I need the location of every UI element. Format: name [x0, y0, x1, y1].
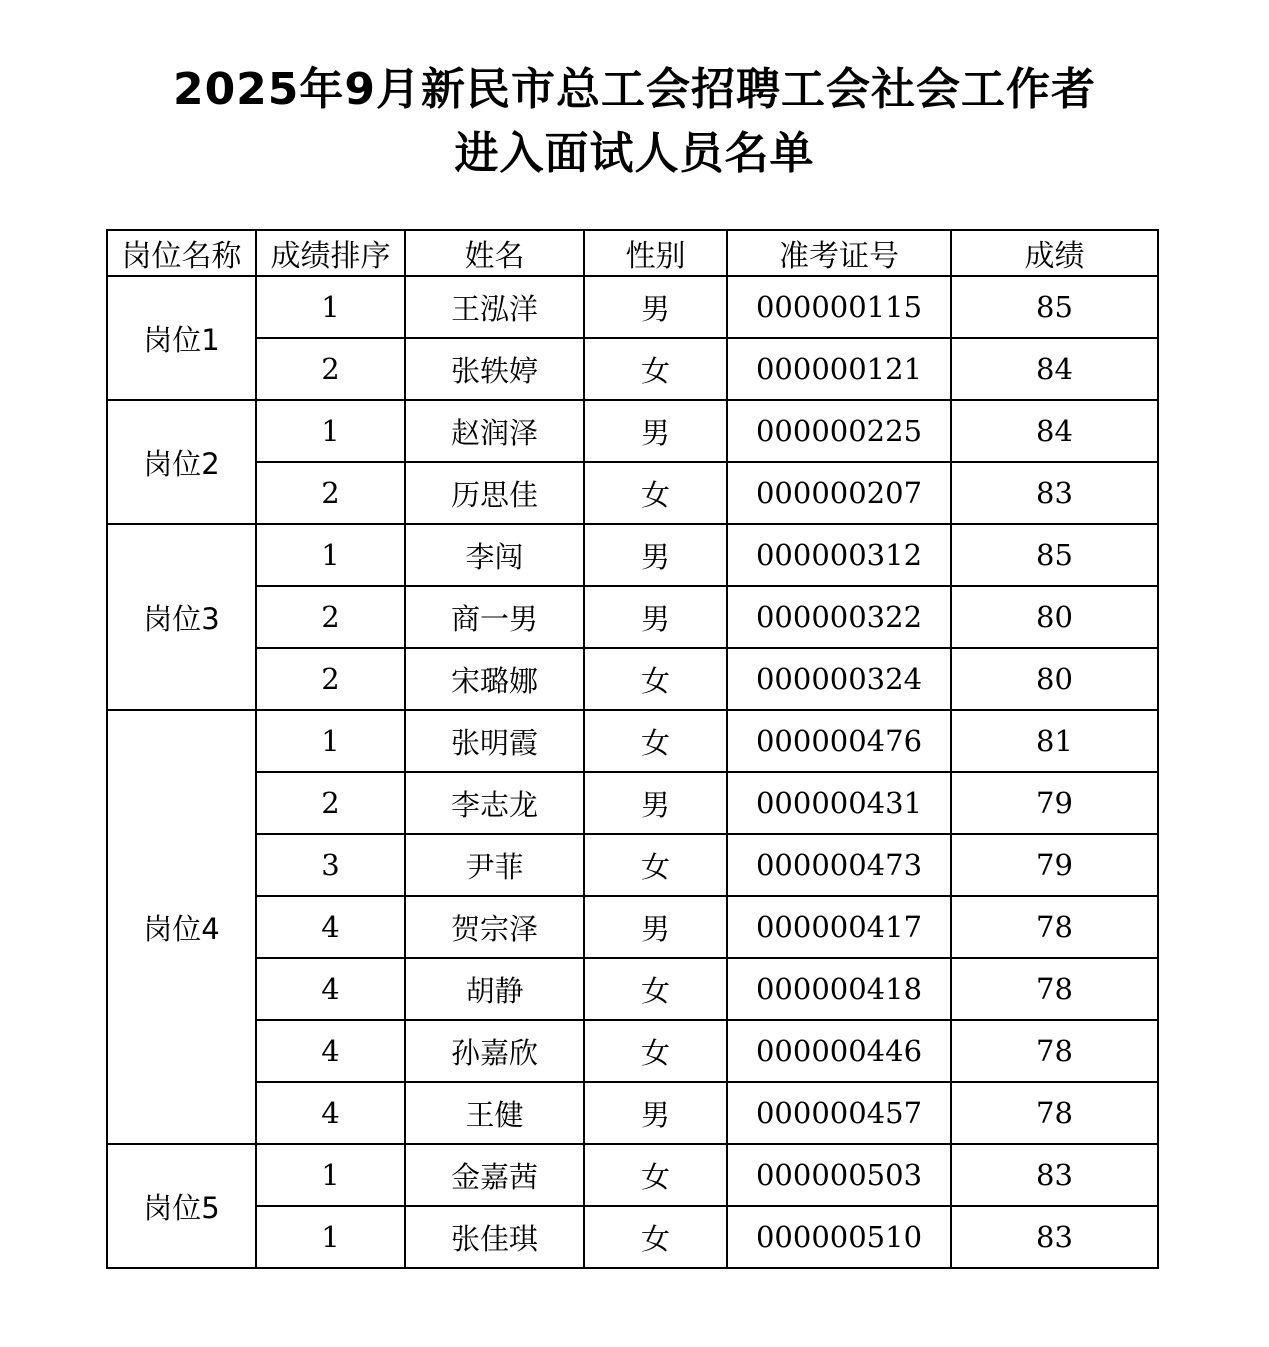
score-cell: 78	[951, 1082, 1158, 1144]
gender-cell: 男	[584, 1082, 727, 1144]
interview-list-table	[106, 229, 1159, 1269]
score-cell: 78	[951, 958, 1158, 1020]
document-subtitle: 进入面试人员名单	[454, 128, 815, 179]
gender-cell: 女	[584, 710, 727, 772]
score-cell: 83	[951, 462, 1158, 524]
rank-cell: 4	[256, 958, 405, 1020]
exam-number-cell: 000000473	[727, 834, 951, 896]
table-row	[107, 834, 1158, 896]
exam-number-cell: 000000510	[727, 1206, 951, 1268]
score-cell: 83	[951, 1144, 1158, 1206]
name-cell: 商一男	[405, 586, 584, 648]
name-cell: 宋璐娜	[405, 648, 584, 710]
exam-number-cell: 000000121	[727, 338, 951, 400]
rank-cell: 1	[256, 276, 405, 338]
table-row	[107, 1082, 1158, 1144]
exam-number-cell: 000000324	[727, 648, 951, 710]
table-row	[107, 1020, 1158, 1082]
name-cell: 李闯	[405, 524, 584, 586]
rank-cell: 2	[256, 462, 405, 524]
column-header-position: 岗位名称	[107, 230, 256, 276]
name-cell: 孙嘉欣	[405, 1020, 584, 1082]
column-header-name: 姓名	[405, 230, 584, 276]
score-cell: 85	[951, 276, 1158, 338]
name-cell: 历思佳	[405, 462, 584, 524]
position-cell: 岗位5	[107, 1144, 256, 1268]
table-row	[107, 462, 1158, 524]
name-cell: 尹菲	[405, 834, 584, 896]
table-row	[107, 400, 1158, 462]
name-cell: 李志龙	[405, 772, 584, 834]
score-cell: 84	[951, 338, 1158, 400]
position-cell: 岗位4	[107, 710, 256, 1144]
exam-number-cell: 000000322	[727, 586, 951, 648]
rank-cell: 1	[256, 1144, 405, 1206]
score-cell: 80	[951, 586, 1158, 648]
name-cell: 金嘉茜	[405, 1144, 584, 1206]
position-cell: 岗位2	[107, 400, 256, 524]
name-cell: 张轶婷	[405, 338, 584, 400]
gender-cell: 女	[584, 1020, 727, 1082]
column-header-gender: 性别	[584, 230, 727, 276]
column-header-exam-number: 准考证号	[727, 230, 951, 276]
gender-cell: 男	[584, 772, 727, 834]
exam-number-cell: 000000503	[727, 1144, 951, 1206]
exam-number-cell: 000000446	[727, 1020, 951, 1082]
exam-number-cell: 000000431	[727, 772, 951, 834]
name-cell: 张佳琪	[405, 1206, 584, 1268]
score-cell: 80	[951, 648, 1158, 710]
exam-number-cell: 000000225	[727, 400, 951, 462]
rank-cell: 2	[256, 586, 405, 648]
table-row	[107, 648, 1158, 710]
exam-number-cell: 000000476	[727, 710, 951, 772]
gender-cell: 男	[584, 276, 727, 338]
table-row	[107, 958, 1158, 1020]
gender-cell: 男	[584, 896, 727, 958]
table-row	[107, 710, 1158, 772]
score-cell: 79	[951, 772, 1158, 834]
rank-cell: 4	[256, 1020, 405, 1082]
table-row	[107, 524, 1158, 586]
score-cell: 83	[951, 1206, 1158, 1268]
table-header-row	[107, 230, 1158, 276]
rank-cell: 2	[256, 338, 405, 400]
exam-number-cell: 000000418	[727, 958, 951, 1020]
exam-number-cell: 000000417	[727, 896, 951, 958]
rank-cell: 2	[256, 772, 405, 834]
gender-cell: 男	[584, 586, 727, 648]
gender-cell: 女	[584, 338, 727, 400]
score-cell: 78	[951, 896, 1158, 958]
exam-number-cell: 000000115	[727, 276, 951, 338]
column-header-score: 成绩	[951, 230, 1158, 276]
name-cell: 张明霞	[405, 710, 584, 772]
gender-cell: 女	[584, 462, 727, 524]
rank-cell: 4	[256, 1082, 405, 1144]
gender-cell: 女	[584, 958, 727, 1020]
exam-number-cell: 000000207	[727, 462, 951, 524]
name-cell: 赵润泽	[405, 400, 584, 462]
table-row	[107, 896, 1158, 958]
name-cell: 胡静	[405, 958, 584, 1020]
table-row	[107, 1206, 1158, 1268]
rank-cell: 1	[256, 400, 405, 462]
rank-cell: 1	[256, 710, 405, 772]
gender-cell: 女	[584, 1206, 727, 1268]
table-row	[107, 338, 1158, 400]
table-row	[107, 586, 1158, 648]
score-cell: 84	[951, 400, 1158, 462]
position-cell: 岗位3	[107, 524, 256, 710]
document-title: 2025年9月新民市总工会招聘工会社会工作者	[172, 64, 1097, 115]
exam-number-cell: 000000312	[727, 524, 951, 586]
gender-cell: 女	[584, 834, 727, 896]
gender-cell: 男	[584, 524, 727, 586]
rank-cell: 4	[256, 896, 405, 958]
table-row	[107, 1144, 1158, 1206]
rank-cell: 1	[256, 1206, 405, 1268]
gender-cell: 女	[584, 1144, 727, 1206]
table-row	[107, 772, 1158, 834]
gender-cell: 男	[584, 400, 727, 462]
column-header-rank: 成绩排序	[256, 230, 405, 276]
rank-cell: 3	[256, 834, 405, 896]
table-body	[107, 276, 1158, 1268]
score-cell: 85	[951, 524, 1158, 586]
position-cell: 岗位1	[107, 276, 256, 400]
rank-cell: 2	[256, 648, 405, 710]
table-row	[107, 276, 1158, 338]
exam-number-cell: 000000457	[727, 1082, 951, 1144]
name-cell: 王泓洋	[405, 276, 584, 338]
score-cell: 81	[951, 710, 1158, 772]
score-cell: 78	[951, 1020, 1158, 1082]
name-cell: 贺宗泽	[405, 896, 584, 958]
rank-cell: 1	[256, 524, 405, 586]
score-cell: 79	[951, 834, 1158, 896]
name-cell: 王健	[405, 1082, 584, 1144]
gender-cell: 女	[584, 648, 727, 710]
